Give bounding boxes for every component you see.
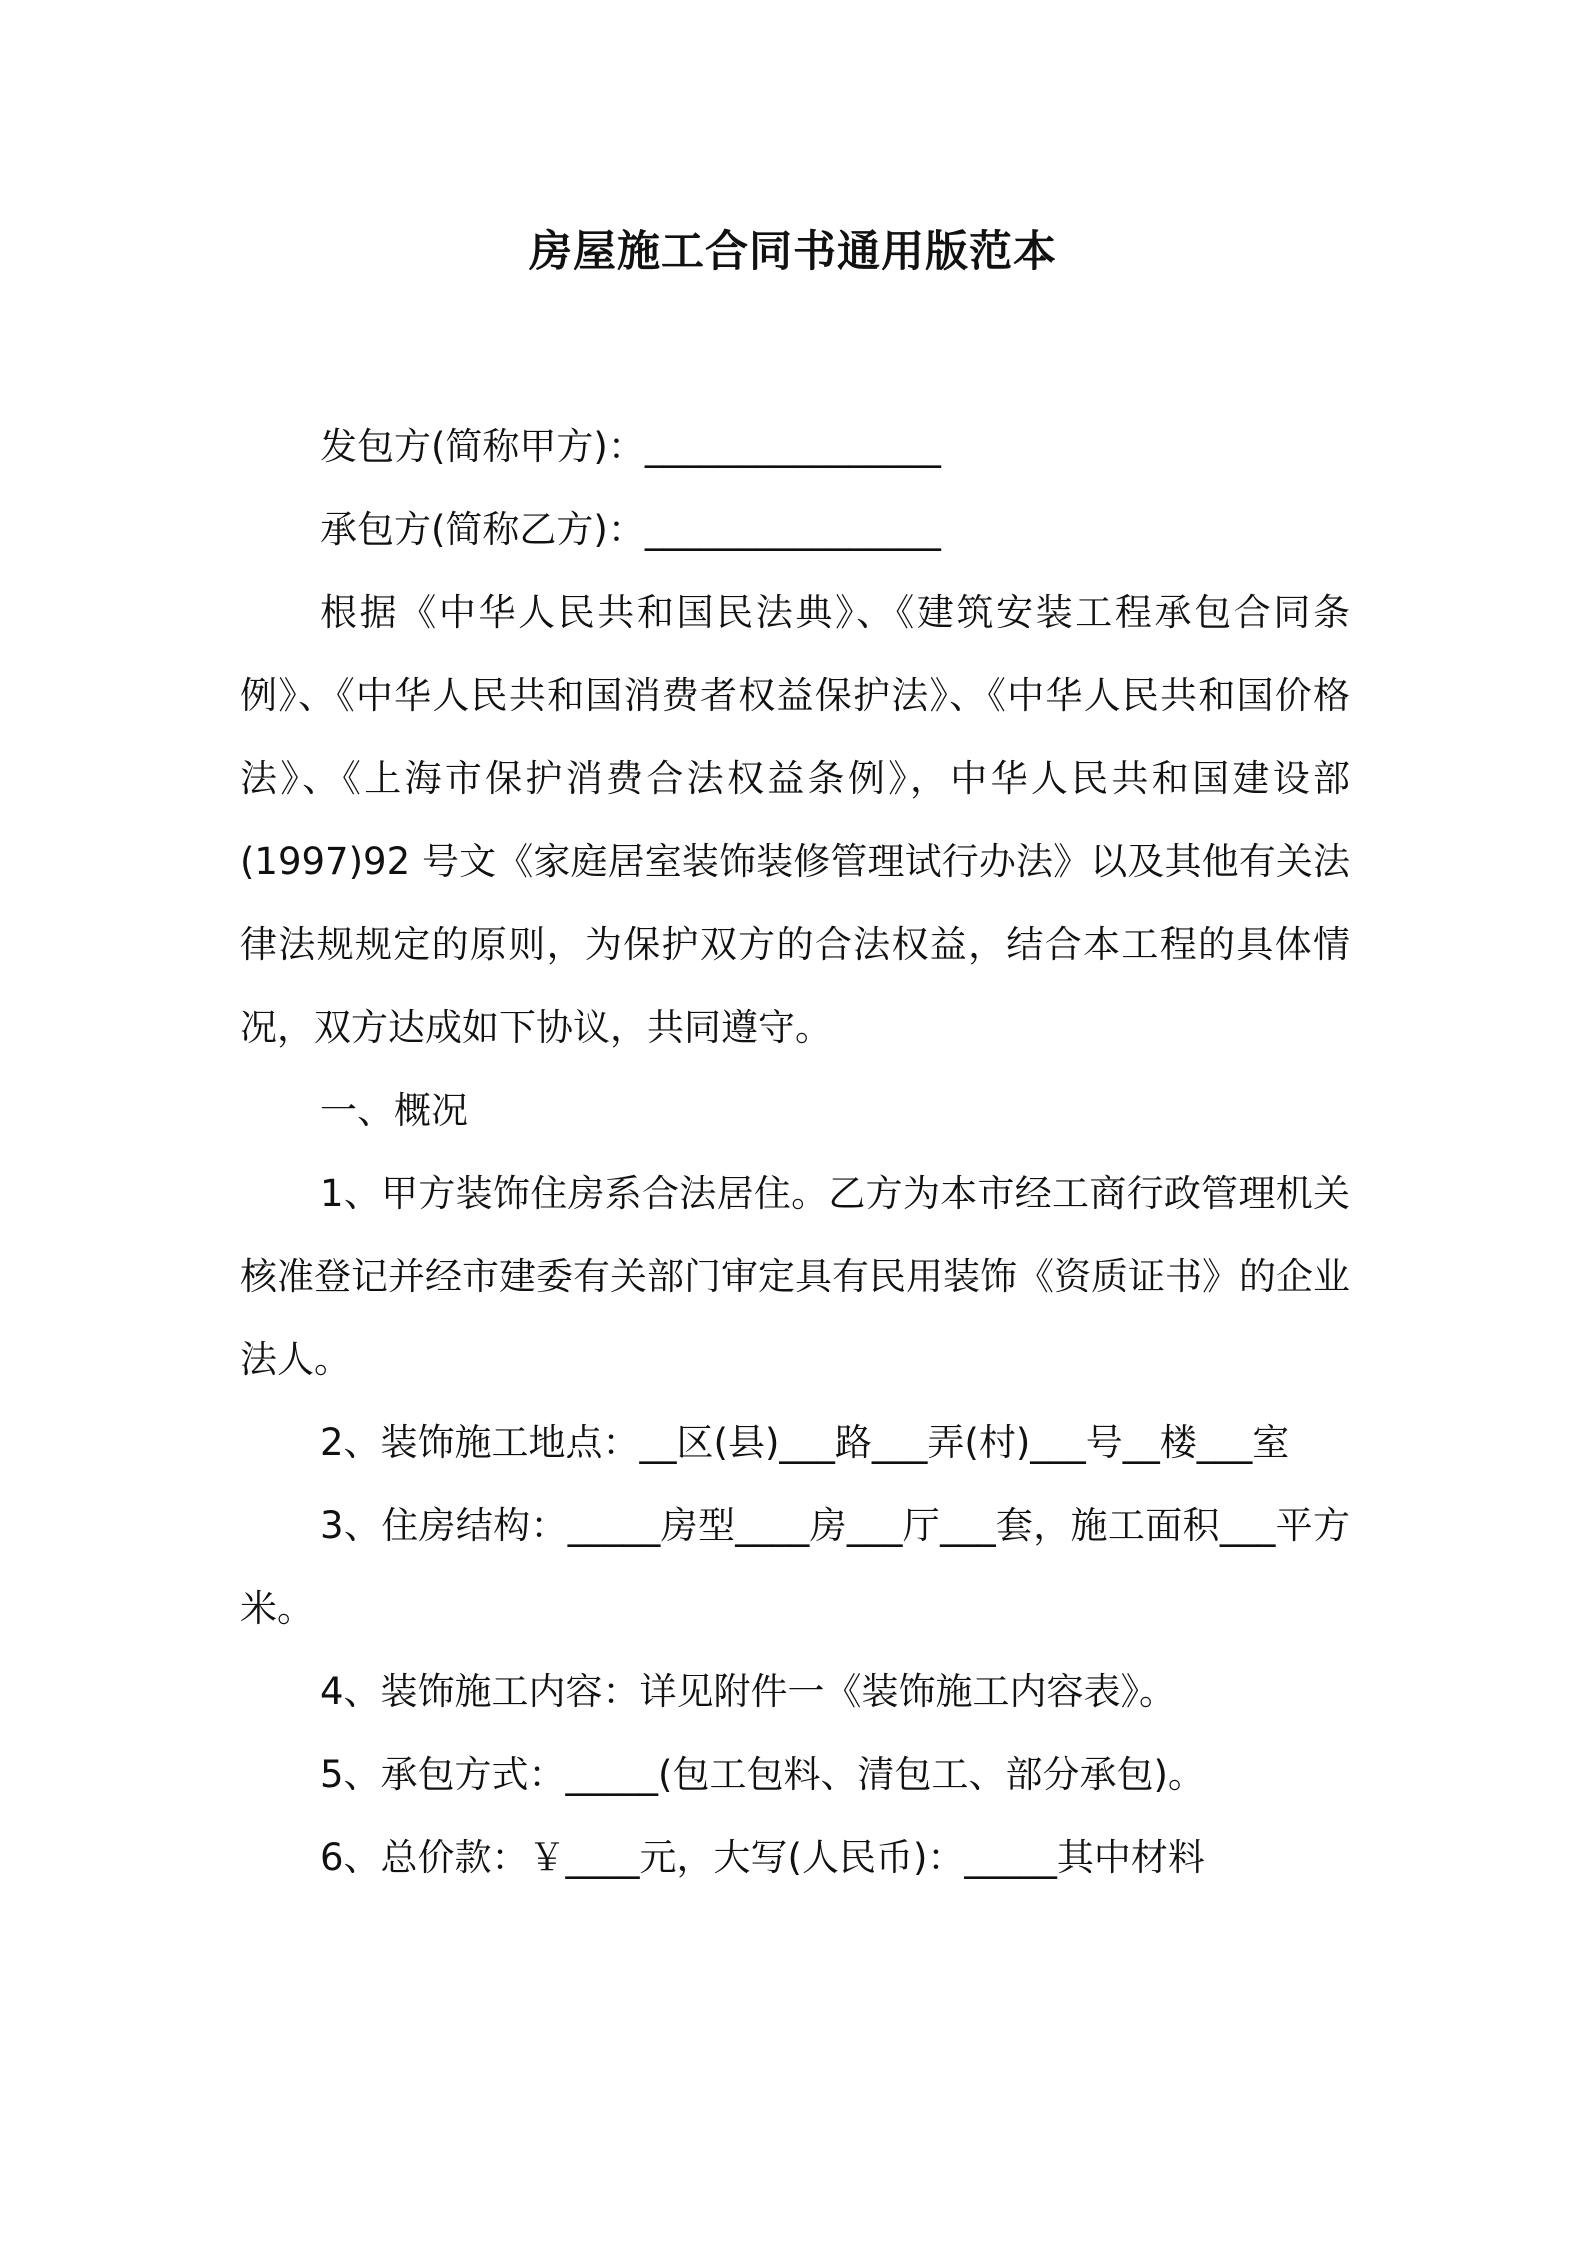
document-title: 房屋施工合同书通用版范本 bbox=[529, 227, 1057, 277]
section-heading-overview: 一、概况 bbox=[320, 1089, 468, 1132]
clause-6: 6、总价款：￥____元，大写(人民币)：_____其中材料 bbox=[320, 1836, 1205, 1879]
clause-4: 4、装饰施工内容：详见附件一《装饰施工内容表》。 bbox=[320, 1670, 1177, 1713]
clause-2: 2、装饰施工地点：__区(县)___路___弄(村)___号__楼___室 bbox=[320, 1421, 1290, 1464]
clause-1: 1、甲方装饰住房系合法居住。乙方为本市经工商行政管理机关核准登记并经市建委有关部门审定具有民用装饰《资质证书》的企业法人。 bbox=[240, 1172, 1350, 1381]
preamble-paragraph: 根据《中华人民共和国民法典》、《建筑安装工程承包合同条例》、《中华人民共和国消费者权益保护法》、《中华人民共和国价格法》、《上海市保护消费合法权益条例》，中华人民共和国建设部(1997)92 号文《家庭居室装饰装修管理试行办法》以及其他有关法律法规规定的原则，为保护双方的合法权益，结合本工程的具体情况，双方达成如下协议，共同遵守。 bbox=[240, 591, 1350, 1049]
document-body bbox=[240, 405, 1350, 1899]
clause-5: 5、承包方式：_____(包工包料、清包工、部分承包)。 bbox=[320, 1753, 1205, 1796]
clause-3: 3、住房结构：_____房型____房___厅___套，施工面积___平方米。 bbox=[240, 1504, 1350, 1630]
party-b-line: 承包方(简称乙方)：________________ bbox=[320, 508, 941, 551]
party-a-line: 发包方(简称甲方)：________________ bbox=[320, 425, 941, 468]
